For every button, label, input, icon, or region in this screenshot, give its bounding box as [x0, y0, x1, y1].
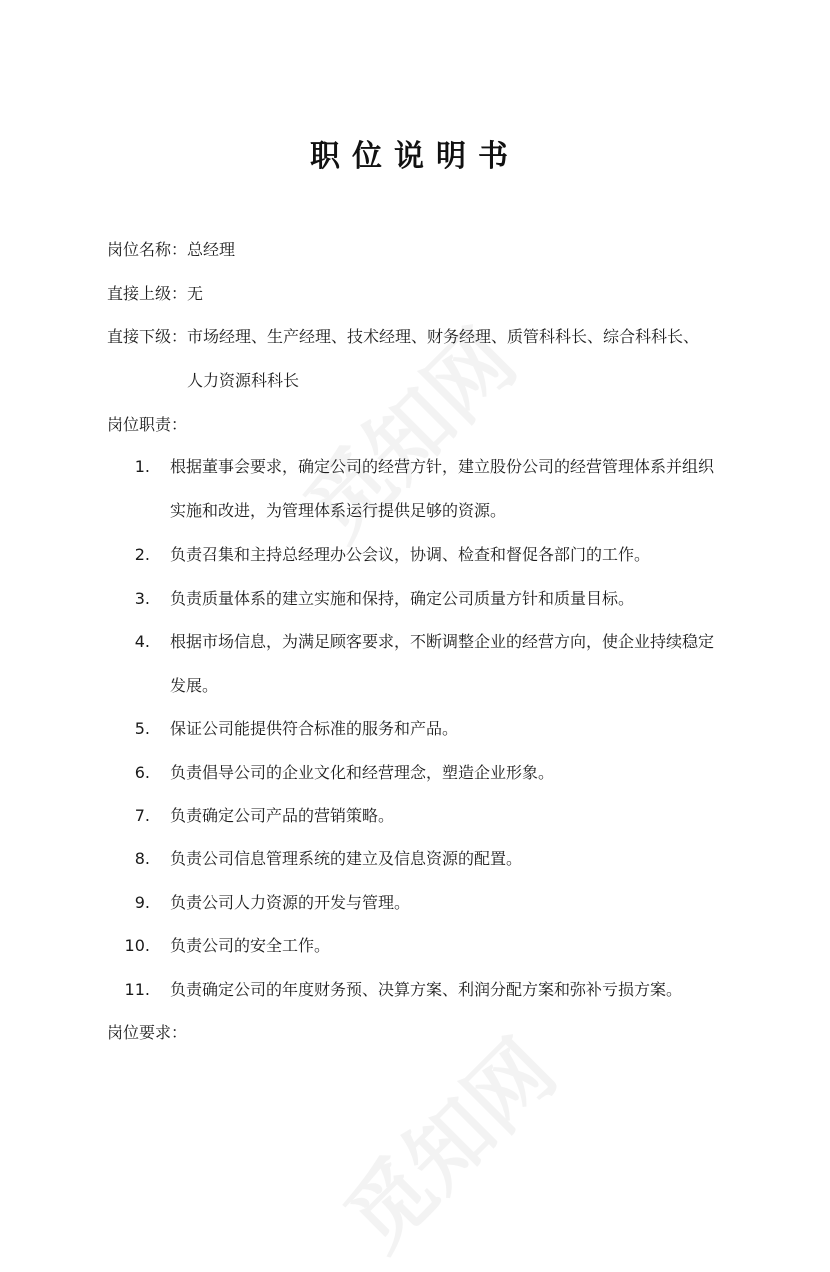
position-name-label: 岗位名称： [107, 240, 188, 259]
item-text-continued: 发展。 [170, 676, 219, 695]
item-text: 负责确定公司产品的营销策略。 [170, 806, 395, 825]
item-number: 2. [134, 545, 150, 564]
subordinates-value-line2: 人力资源科科长 [187, 371, 300, 390]
superior-label: 直接上级： [107, 284, 188, 303]
item-text: 负责召集和主持总经理办公会议，协调、检查和督促各部门的工作。 [170, 545, 651, 564]
position-name-value: 总经理 [187, 240, 236, 259]
watermark-bottom [314, 1009, 578, 1272]
item-text: 根据董事会要求，确定公司的经营方针，建立股份公司的经营管理体系并组织 [170, 457, 715, 476]
item-text: 保证公司能提供符合标准的服务和产品。 [170, 719, 459, 738]
page-title: 职位说明书 [310, 139, 520, 174]
item-text: 负责公司信息管理系统的建立及信息资源的配置。 [170, 849, 523, 868]
item-text: 负责公司的安全工作。 [170, 936, 331, 955]
position-name-row [107, 238, 235, 262]
item-number: 8. [134, 849, 150, 868]
item-number: 9. [134, 893, 150, 912]
subordinates-label: 直接下级： [107, 327, 188, 346]
item-number: 10. [124, 936, 150, 955]
item-text-continued: 实施和改进，为管理体系运行提供足够的资源。 [170, 501, 507, 520]
requirements-label: 岗位要求： [107, 1023, 188, 1042]
item-number: 5. [134, 719, 150, 738]
item-text: 负责确定公司的年度财务预、决算方案、利润分配方案和弥补亏损方案。 [170, 980, 683, 999]
superior-value: 无 [187, 284, 204, 303]
subordinates-row [107, 325, 699, 349]
item-number: 7. [134, 806, 150, 825]
superior-row [107, 282, 203, 306]
item-text: 根据市场信息，为满足顾客要求，不断调整企业的经营方向，使企业持续稳定 [170, 632, 715, 651]
subordinates-value-line1: 市场经理、生产经理、技术经理、财务经理、质管科科长、综合科科长、 [187, 327, 700, 346]
item-number: 11. [124, 980, 150, 999]
item-number: 4. [134, 632, 150, 651]
item-number: 3. [134, 589, 150, 608]
item-number: 1. [134, 457, 150, 476]
item-text: 负责倡导公司的企业文化和经营理念，塑造企业形象。 [170, 763, 555, 782]
item-number: 6. [134, 763, 150, 782]
duties-label: 岗位职责： [107, 415, 188, 434]
item-text: 负责质量体系的建立实施和保持，确定公司质量方针和质量目标。 [170, 589, 635, 608]
item-text: 负责公司人力资源的开发与管理。 [170, 893, 411, 912]
